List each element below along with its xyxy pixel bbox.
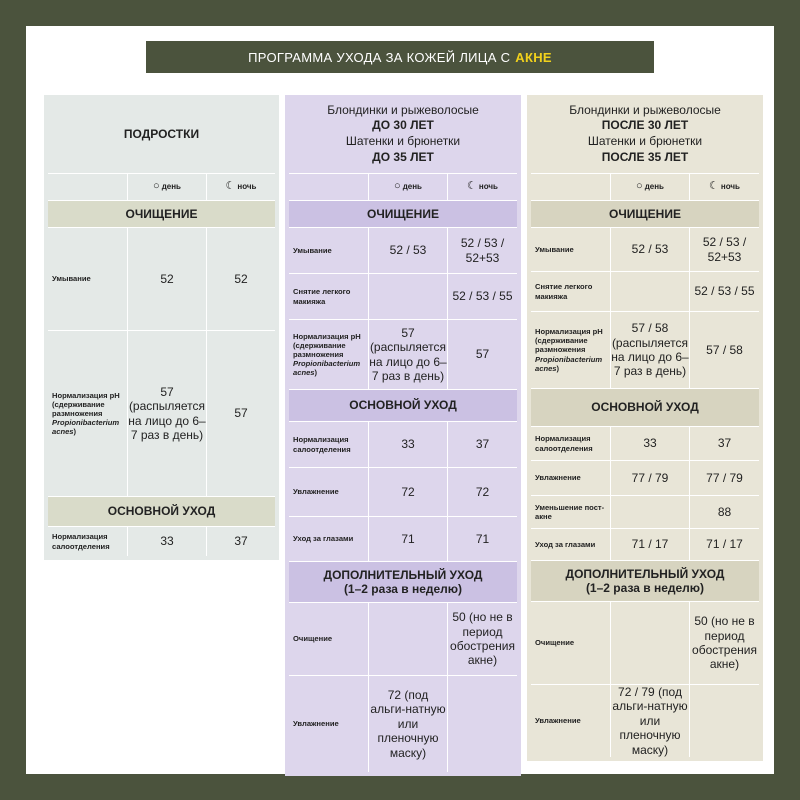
row-label: Снятие легкого макияжа xyxy=(531,272,611,311)
table-row xyxy=(289,468,517,517)
table-row xyxy=(289,422,517,468)
row-label: Снятие легкого макияжа xyxy=(289,274,369,319)
day-value: 57 / 58 (распыляется на лицо до 6–7 раз в день) xyxy=(611,312,690,388)
row-label: Умывание xyxy=(289,228,369,273)
night-value: 57 / 58 xyxy=(706,342,743,357)
night-value: 57 xyxy=(234,406,248,421)
day-value xyxy=(611,602,690,684)
day-value: 57 (распыляется на лицо до 6–7 раз в день) xyxy=(369,320,448,389)
table-row xyxy=(531,272,759,312)
section-header: ОСНОВНОЙ УХОД xyxy=(289,390,517,422)
table-row xyxy=(531,427,759,461)
moon-icon: ☾ xyxy=(709,180,719,193)
section-header: ОЧИЩЕНИЕ xyxy=(48,201,275,228)
row-label: Нормализация салоотделения xyxy=(289,422,369,467)
night-label: ☾ ночь xyxy=(467,180,498,193)
row-label: Уход за глазами xyxy=(531,529,611,560)
page-title xyxy=(146,41,654,73)
night-value xyxy=(448,676,517,772)
title-accent: АКНЕ xyxy=(515,49,552,65)
table-row xyxy=(531,312,759,389)
night-value: 52 / 53 / 52+53 xyxy=(460,236,505,265)
table-row xyxy=(289,274,517,320)
table-row xyxy=(531,461,759,496)
table-row xyxy=(289,517,517,562)
day-value: 72 / 79 (под альги-натную или пленочную маску) xyxy=(611,685,690,757)
night-value: 52 xyxy=(234,271,248,286)
row-label: Умывание xyxy=(531,228,611,271)
day-night-row xyxy=(531,174,759,201)
table-row xyxy=(531,602,759,685)
column-teens xyxy=(44,95,279,560)
day-value: 33 xyxy=(611,427,690,460)
day-value: 33 xyxy=(128,527,207,556)
day-label: ○ день xyxy=(394,180,422,193)
row-label: Нормализация салоотделения xyxy=(531,427,611,460)
night-label: ☾ ночь xyxy=(225,180,257,193)
table-row xyxy=(531,228,759,272)
row-label: Увлажнение xyxy=(289,676,369,772)
table-row xyxy=(48,228,275,331)
section-header: ОЧИЩЕНИЕ xyxy=(289,201,517,228)
row-label: Нормализация pH (сдерживание размножения Propionibacterium acnes) xyxy=(531,312,611,388)
column-young-adults xyxy=(285,95,521,776)
column-title: Блондинки и рыжеволосые ДО 30 ЛЕТ Шатенки и брюнетки ДО 35 ЛЕТ xyxy=(327,102,479,164)
sun-icon: ○ xyxy=(394,180,401,193)
night-value: 72 xyxy=(475,484,490,499)
night-value: 71 / 17 xyxy=(706,537,743,552)
night-value: 50 (но не в период обострения акне) xyxy=(450,610,515,668)
moon-icon: ☾ xyxy=(225,180,236,193)
section-header: ОСНОВНОЙ УХОД xyxy=(531,389,759,427)
night-label: ☾ ночь xyxy=(709,180,740,193)
night-value: 52 / 53 / 55 xyxy=(694,284,755,299)
day-label: ○ день xyxy=(153,180,181,193)
row-label: Уменьшение пост-акне xyxy=(531,496,611,528)
day-value: 52 / 53 xyxy=(369,228,448,273)
night-value: 88 xyxy=(717,504,732,519)
night-value: 71 xyxy=(475,531,490,546)
night-value: 37 xyxy=(717,436,732,451)
column-header xyxy=(289,95,517,174)
table-row xyxy=(48,527,275,556)
column-header xyxy=(48,95,275,174)
night-value xyxy=(690,685,759,757)
day-value: 72 xyxy=(369,468,448,516)
night-value: 52 / 53 / 52+53 xyxy=(702,235,747,264)
row-label: Умывание xyxy=(48,228,128,330)
night-value: 52 / 53 / 55 xyxy=(452,289,513,304)
row-label: Увлажнение xyxy=(531,685,611,757)
section-header: ДОПОЛНИТЕЛЬНЫЙ УХОД (1–2 раза в неделю) xyxy=(289,562,517,603)
day-value: 52 / 53 xyxy=(611,228,690,271)
table-row xyxy=(289,676,517,772)
night-value: 77 / 79 xyxy=(706,470,743,485)
day-night-row xyxy=(48,174,275,201)
table-row xyxy=(48,331,275,497)
day-night-row xyxy=(289,174,517,201)
table-row xyxy=(289,320,517,390)
day-value xyxy=(369,603,448,675)
row-label: Увлажнение xyxy=(531,461,611,495)
day-label: ○ день xyxy=(636,180,664,193)
table-row xyxy=(289,603,517,676)
section-header: ОЧИЩЕНИЕ xyxy=(531,201,759,228)
row-label: Очищение xyxy=(531,602,611,684)
day-value: 57 (распыляется на лицо до 6–7 раз в день) xyxy=(128,331,207,496)
table-row xyxy=(531,685,759,757)
day-value: 71 / 17 xyxy=(611,529,690,560)
row-label: Увлажнение xyxy=(289,468,369,516)
table-row xyxy=(531,496,759,529)
moon-icon: ☾ xyxy=(467,180,477,193)
day-value xyxy=(611,496,690,528)
sun-icon: ○ xyxy=(636,180,643,193)
row-label: Нормализация pH (сдерживание размножения Propionibacterium acnes) xyxy=(289,320,369,389)
section-header: ДОПОЛНИТЕЛЬНЫЙ УХОД (1–2 раза в неделю) xyxy=(531,561,759,602)
night-value: 57 xyxy=(475,347,490,362)
row-label: Нормализация салоотделения xyxy=(48,527,128,556)
title-main: ПРОГРАММА УХОДА ЗА КОЖЕЙ ЛИЦА С xyxy=(248,49,511,65)
column-title: Блондинки и рыжеволосые ПОСЛЕ 30 ЛЕТ Шатенки и брюнетки ПОСЛЕ 35 ЛЕТ xyxy=(569,102,721,164)
table-row xyxy=(289,228,517,274)
sun-icon: ○ xyxy=(153,180,160,193)
column-header xyxy=(531,95,759,174)
night-value: 50 (но не в период обострения акне) xyxy=(692,614,757,672)
night-value: 37 xyxy=(234,534,248,549)
row-label: Очищение xyxy=(289,603,369,675)
day-value: 33 xyxy=(369,422,448,467)
row-label: Уход за глазами xyxy=(289,517,369,561)
column-title: ПОДРОСТКИ xyxy=(123,126,200,141)
row-label: Нормализация pH (сдерживание размножения Propionibacterium acnes) xyxy=(48,331,128,496)
day-value: 77 / 79 xyxy=(611,461,690,495)
night-value: 37 xyxy=(475,437,490,452)
section-header: ОСНОВНОЙ УХОД xyxy=(48,497,275,527)
day-value: 71 xyxy=(369,517,448,561)
table-row xyxy=(531,529,759,561)
day-value xyxy=(611,272,690,311)
day-value xyxy=(369,274,448,319)
day-value: 72 (под альги-натную или пленочную маску) xyxy=(369,676,448,772)
day-value: 52 xyxy=(128,228,207,330)
column-older-adults xyxy=(527,95,763,761)
